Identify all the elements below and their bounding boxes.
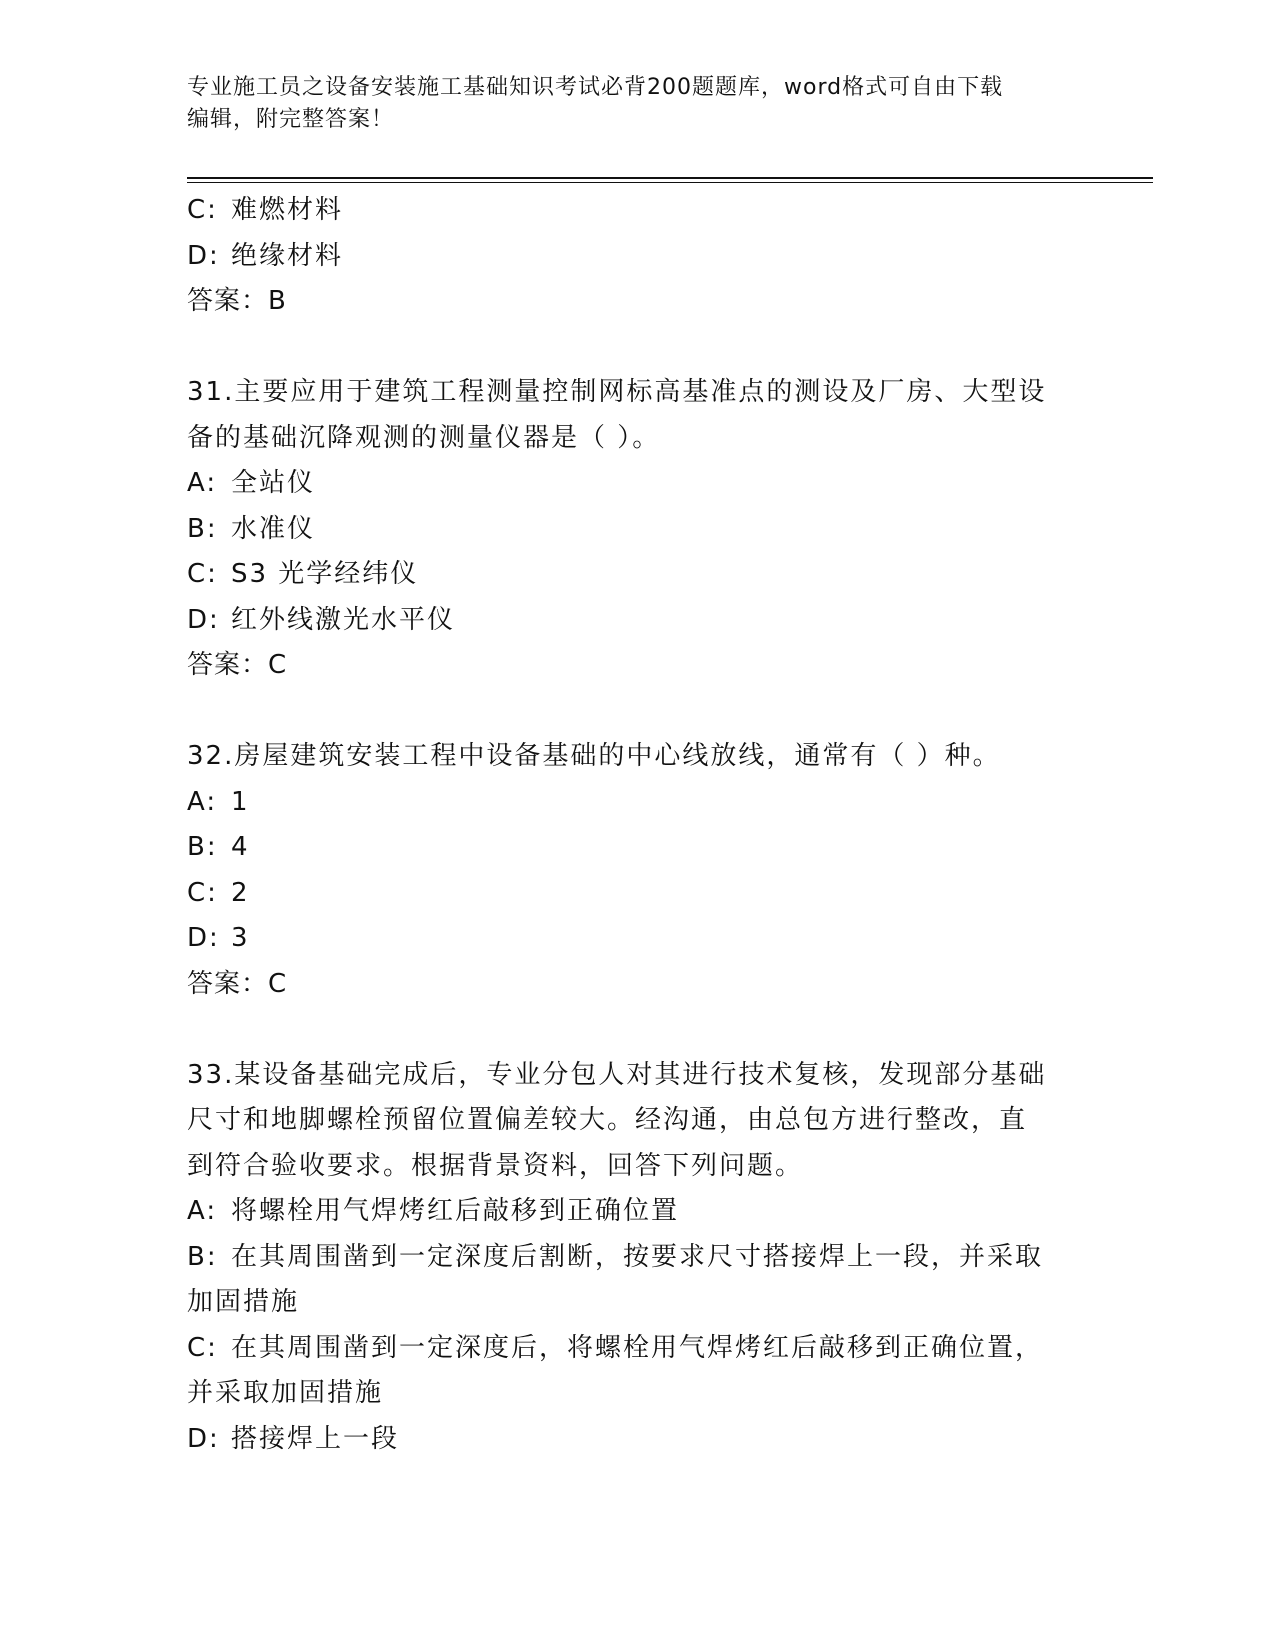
option-label: C:	[187, 559, 218, 589]
option-d	[187, 234, 1087, 280]
page-header	[187, 72, 1067, 136]
option-text: 搭接焊上一段	[231, 1423, 400, 1454]
spacer	[187, 1007, 1087, 1053]
option-a	[187, 461, 1087, 507]
option-label: C:	[187, 195, 218, 225]
option-text: 全站仪	[231, 468, 316, 498]
option-b-continuation: 加固措施	[187, 1287, 300, 1317]
option-c	[187, 1326, 1087, 1372]
option-text: 3	[231, 923, 250, 953]
option-label: A:	[187, 1196, 218, 1226]
option-d	[187, 916, 1087, 962]
option-text: 难燃材料	[231, 195, 344, 225]
spacer	[187, 689, 1087, 735]
option-text: 绝缘材料	[231, 240, 344, 271]
option-b	[187, 825, 1087, 871]
question-stem-31-line-1: 31.主要应用于建筑工程测量控制网标高基准点的测设及厂房、大型设	[187, 377, 1047, 407]
option-label: B:	[187, 1241, 218, 1272]
option-a	[187, 780, 1087, 826]
option-text: 将螺栓用气焊烤红后敲移到正确位置	[231, 1196, 680, 1226]
option-label: D:	[187, 923, 220, 953]
option-label: D:	[187, 1423, 220, 1454]
option-c	[187, 552, 1087, 598]
question-stem-31-line-2: 备的基础沉降观测的测量仪器是（ ）。	[187, 422, 661, 453]
option-text: 红外线激光水平仪	[231, 604, 456, 635]
option-text: S3 光学经纬仪	[231, 559, 419, 589]
question-stem-33-line-1: 33.某设备基础完成后，专业分包人对其进行技术复核，发现部分基础	[187, 1059, 1047, 1090]
option-label: A:	[187, 786, 218, 817]
header-title-line-2: 编辑，附完整答案！	[187, 107, 395, 132]
option-d	[187, 598, 1087, 644]
question-stem-33-line-3: 到符合验收要求。根据背景资料，回答下列问题。	[187, 1150, 804, 1181]
header-divider	[187, 177, 1153, 179]
header-divider-thin	[187, 182, 1153, 183]
option-text: 2	[231, 877, 250, 908]
option-label: C:	[187, 877, 218, 908]
header-title-line-1: 专业施工员之设备安装施工基础知识考试必背200题题库，word格式可自由下载	[187, 75, 1004, 100]
option-label: C:	[187, 1332, 218, 1363]
answer-line: 答案：C	[187, 650, 288, 680]
option-text: 在其周围凿到一定深度后，将螺栓用气焊烤红后敲移到正确位置，	[231, 1332, 1044, 1363]
option-label: A:	[187, 468, 218, 498]
option-d	[187, 1417, 1087, 1463]
option-label: B:	[187, 832, 218, 862]
option-b	[187, 1235, 1087, 1281]
option-c-continuation: 并采取加固措施	[187, 1378, 384, 1408]
option-a	[187, 1189, 1087, 1235]
option-text: 1	[231, 786, 250, 817]
option-text: 4	[231, 832, 250, 862]
question-stem-32-line-1: 32.房屋建筑安装工程中设备基础的中心线放线，通常有（ ）种。	[187, 741, 1001, 771]
option-c	[187, 188, 1087, 234]
answer-line: 答案：B	[187, 286, 287, 316]
option-b	[187, 507, 1087, 553]
option-text: 水准仪	[231, 513, 316, 544]
option-label: B:	[187, 513, 218, 544]
option-text: 在其周围凿到一定深度后割断，按要求尺寸搭接焊上一段，并采取	[231, 1241, 1044, 1272]
option-label: D:	[187, 240, 220, 271]
option-c	[187, 871, 1087, 917]
option-label: D:	[187, 604, 220, 635]
spacer	[187, 325, 1087, 371]
question-stem-33-line-2: 尺寸和地脚螺栓预留位置偏差较大。经沟通，由总包方进行整改，直	[187, 1105, 1028, 1135]
answer-line: 答案：C	[187, 968, 288, 999]
question-content	[187, 188, 1087, 1462]
